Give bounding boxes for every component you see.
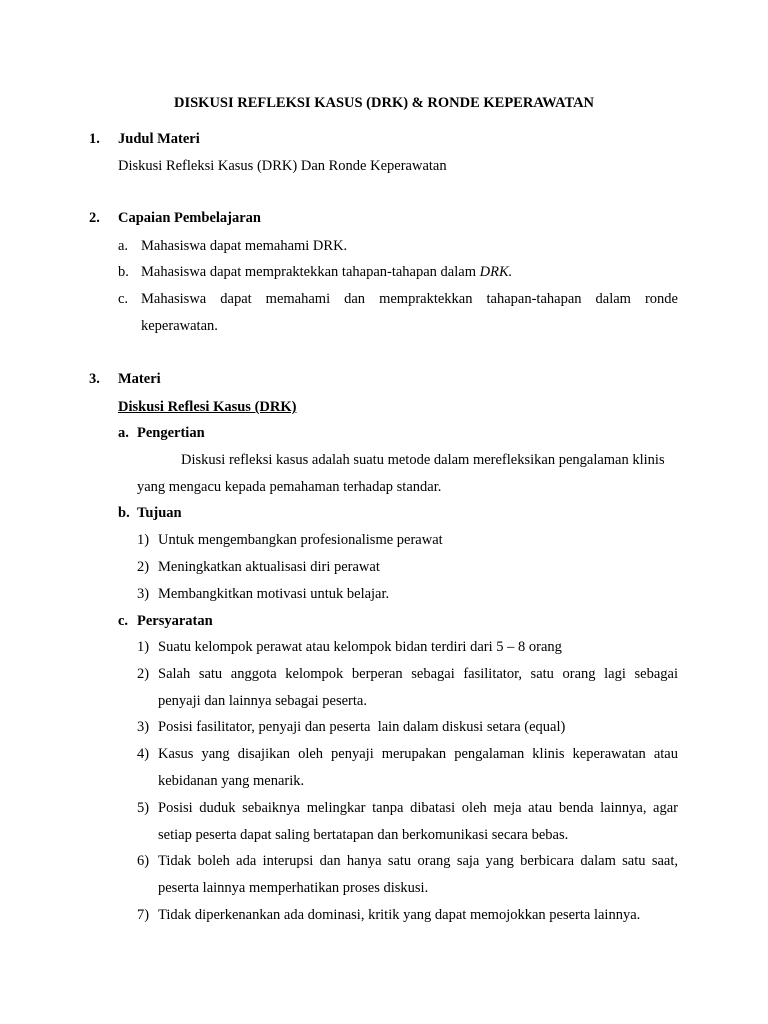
list-item-text: Mahasiswa dapat memahami DRK.	[141, 238, 348, 254]
list-number: 7)	[137, 907, 150, 923]
pengertian-heading: Pengertian	[137, 425, 205, 441]
section-2-heading: Capaian Pembelajaran	[118, 210, 261, 226]
list-item-text: Membangkitkan motivasi untuk belajar.	[158, 586, 390, 602]
list-item-continuation: kebidanan yang menarik.	[158, 773, 305, 789]
list-item-text: Suatu kelompok perawat atau kelompok bidan terdiri dari 5 – 8 orang	[158, 639, 562, 655]
list-number: 5)	[137, 800, 150, 816]
section-1-number: 1.	[89, 131, 100, 147]
list-item-text-italic: DRK.	[479, 264, 513, 280]
subsection-heading: Diskusi Reflesi Kasus (DRK)	[118, 399, 297, 415]
list-number: 1)	[137, 639, 150, 655]
list-item-text: Meningkatkan aktualisasi diri perawat	[158, 559, 380, 575]
list-number: 3)	[137, 719, 150, 735]
list-marker: b.	[118, 505, 130, 521]
list-item-text: Tidak boleh ada interupsi dan hanya satu orang saja yang berbicara dalam satu saat,	[158, 853, 678, 869]
list-marker: a.	[118, 238, 129, 254]
list-item-continuation: setiap peserta dapat saling bertatapan dan berkomunikasi secara bebas.	[158, 827, 569, 843]
list-item-text: Untuk mengembangkan profesionalisme perawat	[158, 532, 443, 548]
persyaratan-heading: Persyaratan	[137, 613, 213, 629]
list-number: 2)	[137, 559, 150, 575]
list-number: 6)	[137, 853, 150, 869]
list-item-text: Posisi fasilitator, penyaji dan peserta lain dalam diskusi setara (equal)	[158, 719, 566, 735]
list-item-text: Kasus yang disajikan oleh penyaji merupakan pengalaman klinis keperawatan atau	[158, 746, 678, 762]
document-title: DISKUSI REFLEKSI KASUS (DRK) & RONDE KEPERAWATAN	[173, 95, 595, 111]
list-number: 1)	[137, 532, 150, 548]
list-item-text	[141, 263, 512, 281]
paragraph-line: Diskusi refleksi kasus adalah suatu metode dalam merefleksikan pengalaman klinis	[181, 452, 665, 468]
list-marker: c.	[118, 613, 129, 629]
list-marker: a.	[118, 425, 129, 441]
list-item-text: Posisi duduk sebaiknya melingkar tanpa dibatasi oleh meja atau benda lainnya, agar	[158, 800, 678, 816]
list-item-text: Tidak diperkenankan ada dominasi, kritik yang dapat memojokkan peserta lainnya.	[158, 907, 641, 923]
list-item-text-plain: Mahasiswa dapat mempraktekkan tahapan-tahapan dalam	[141, 264, 480, 280]
section-3-number: 3.	[89, 371, 100, 387]
section-1-heading: Judul Materi	[118, 131, 200, 147]
paragraph-line: yang mengacu kepada pemahaman terhadap standar.	[137, 479, 442, 495]
list-number: 3)	[137, 586, 150, 602]
list-number: 2)	[137, 666, 150, 682]
section-1-text: Diskusi Refleksi Kasus (DRK) Dan Ronde Keperawatan	[118, 158, 447, 174]
tujuan-heading: Tujuan	[137, 505, 182, 521]
section-2-number: 2.	[89, 210, 100, 226]
section-3-heading: Materi	[118, 371, 161, 387]
list-item-continuation: keperawatan.	[141, 318, 218, 334]
list-item-text: Mahasiswa dapat memahami dan mempraktekkan tahapan-tahapan dalam ronde	[141, 291, 678, 307]
list-marker: c.	[118, 291, 129, 307]
list-item-continuation: penyaji dan lainnya sebagai peserta.	[158, 693, 367, 709]
list-item-continuation: peserta lainnya memperhatikan proses diskusi.	[158, 880, 429, 896]
list-number: 4)	[137, 746, 150, 762]
list-item-text: Salah satu anggota kelompok berperan sebagai fasilitator, satu orang lagi sebagai	[158, 666, 678, 682]
list-marker: b.	[118, 264, 129, 280]
